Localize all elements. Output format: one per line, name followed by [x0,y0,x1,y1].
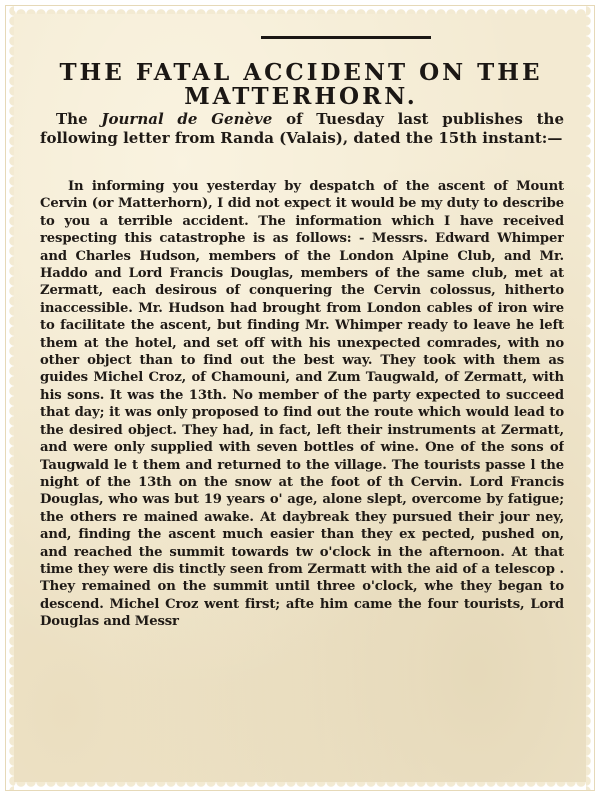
deckled-edge-right [586,6,594,790]
top-rule [261,36,431,39]
article-title: THE FATAL ACCIDENT ON THE MATTERHORN. [59,59,543,110]
intro-post: of Tuesday last publishes the following letter from Randa (Valais), dated the 15th instant:— [40,110,564,147]
journal-name: Journal de Genève [101,110,273,128]
intro-pre: The [56,110,88,128]
deckled-edge-left [6,6,14,790]
deckled-edge-bottom [6,782,594,790]
article-intro [40,110,564,148]
newspaper-clipping [6,6,594,790]
deckled-edge-top [6,6,594,14]
article-body: In informing you yesterday by despatch of the ascent of Mount Cervin (or Matterhorn), I did not expect it would be my duty to describe to you a terrible accident. The information which I have received respecting this catastrophe is as follows: - Messrs. Edward Whimper and Charles Hudson, members of the London Alpine Club, and Mr. Haddo and Lord Francis Douglas, members of the same club, met at Zermatt, each desirous of conquering the Cervin colossus, hitherto inaccessible. Mr. Hudson had brought from London cables of iron wire to facilitate the ascent, but finding Mr. Whimper ready to leave he left them at the hotel, and set off with his unexpected comrades, with no other object than to find out the best way. They took with them as guides Michel Croz, of Chamouni, and Zum Taugwald, of Zermatt, with his sons. It was the 13th. No member of the party expected to succeed that day; it was only proposed to find out the route which would lead to the desired object. They had, in fact, left their instruments at Zermatt, and were only supplied with seven bottles of wine. One of the sons of Taugwald le t them and returned to the village. The tourists passe l the night of the 13th on the snow at the foot of th Cervin. Lord Francis Douglas, who was but 19 years o' age, alone slept, overcome by fatigue; the others re mained awake. At daybreak they pursued their jour ney, and, finding the ascent much easier than they ex pected, pushed on, and reached the summit towards tw o'clock in the afternoon. At that time they were dis tinctly seen from Zermatt with the aid of a telescop . They remained on the summit until three o'clock, whe they began to descend. Michel Croz went first; afte him came the four tourists, Lord Douglas and Messr [40,179,564,630]
